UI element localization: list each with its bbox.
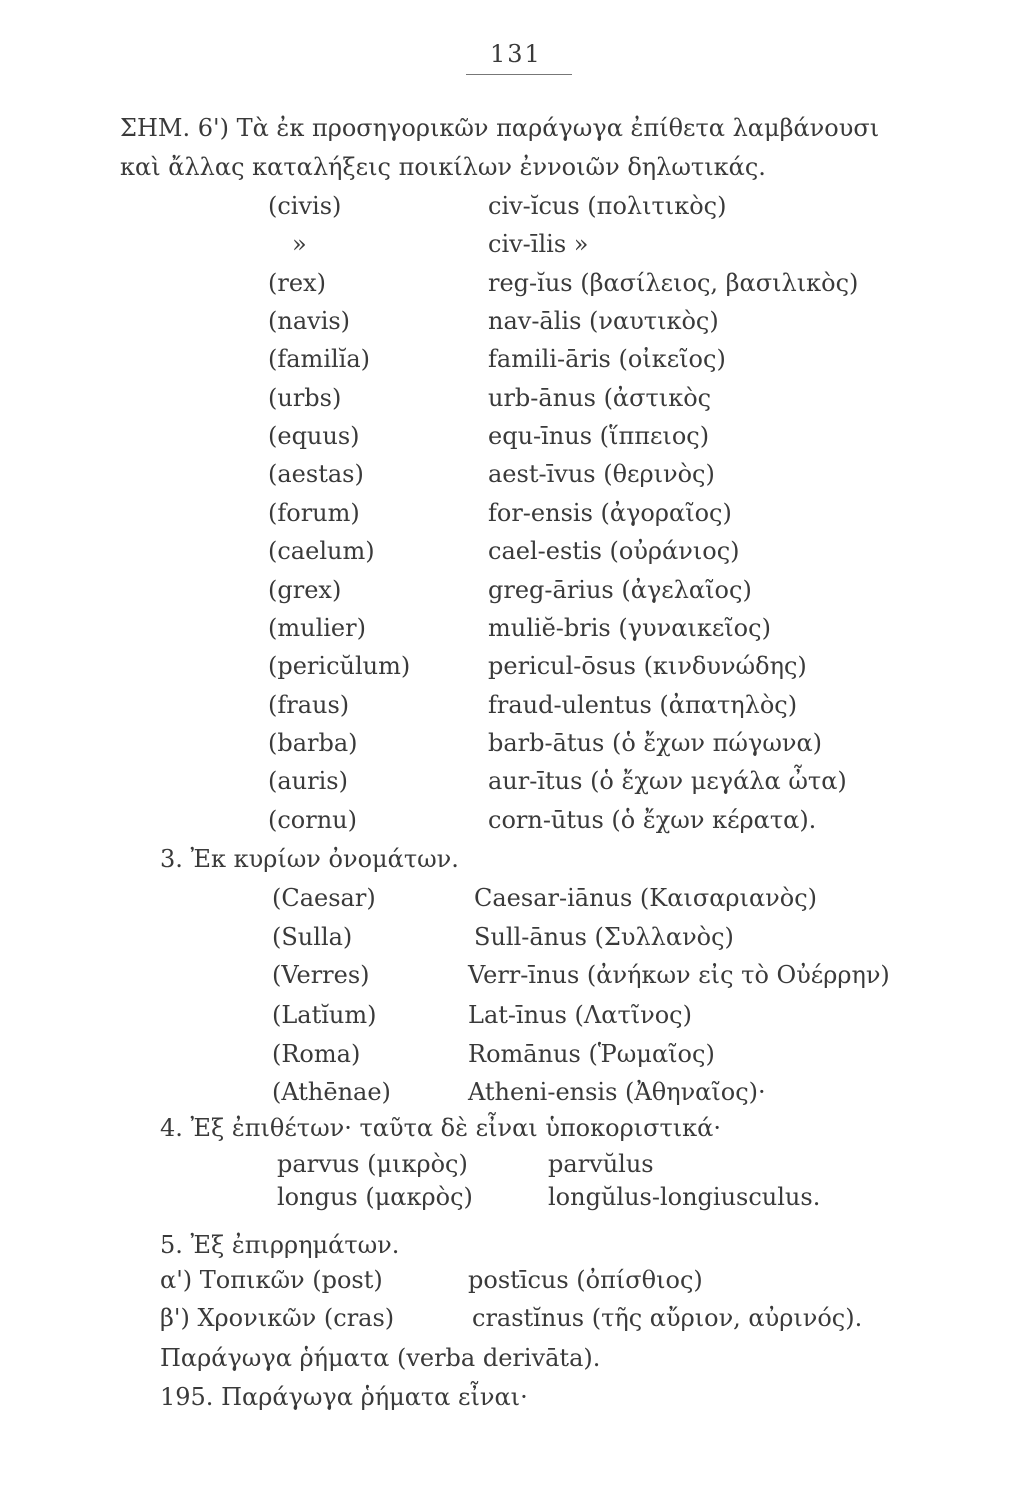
section-3-heading: 3. Ἐκ κυρίων ὀνομάτων.: [160, 845, 459, 873]
noun-navis: (navis): [268, 307, 351, 335]
noun-periculum: (pericŭlum): [268, 652, 411, 680]
noun-rex: (rex): [268, 269, 326, 297]
section-195-heading: 195. Παράγωγα ῥήματα εἶναι·: [160, 1383, 528, 1411]
noun-auris: (auris): [268, 767, 348, 795]
noun-caesar: (Caesar): [272, 884, 376, 912]
derived-civicus: civ-ĭcus (πολιτικὸς): [488, 192, 727, 220]
note-line-1: ΣΗΜ. 6') Τὰ ἐκ προσηγορικῶν παράγωγα ἐπίθετα λαμβάνουσι: [120, 114, 880, 142]
section-5-heading: 5. Ἐξ ἐπιρρημάτων.: [160, 1231, 400, 1259]
noun-mulier: (mulier): [268, 614, 366, 642]
derived-caesarianus: Caesar-iānus (Καισαριανὸς): [474, 884, 817, 912]
derived-familiaris: famili-āris (οἰκεῖος): [488, 345, 726, 373]
derived-crastinus: crastĭnus (τῆς αὔριον, αὐρινός).: [472, 1304, 863, 1332]
noun-aestas: (aestas): [268, 460, 364, 488]
noun-forum: (forum): [268, 499, 360, 527]
derived-muliebris: muliĕ-bris (γυναικεῖος): [488, 614, 771, 642]
derived-equinus: equ-īnus (ἵππειος): [488, 422, 710, 450]
noun-urbs: (urbs): [268, 384, 342, 412]
derived-gregarius: greg-ārius (ἀγελαῖος): [488, 576, 752, 604]
derived-civilis: civ-īlis »: [488, 230, 589, 258]
noun-verres: (Verres): [272, 961, 370, 989]
verbs-heading: Παράγωγα ῥήματα (verba derivāta).: [160, 1344, 601, 1372]
derived-latinus: Lat-īnus (Λατῖνος): [468, 1001, 692, 1029]
noun-civis: (civis): [268, 192, 342, 220]
noun-fraus: (fraus): [268, 691, 350, 719]
adj-longus: longus (μακρὸς): [277, 1183, 473, 1211]
noun-caelum: (caelum): [268, 537, 375, 565]
derived-romanus: Romānus (Ῥωμαῖος): [468, 1040, 715, 1068]
derived-aestivus: aest-īvus (θερινὸς): [488, 460, 715, 488]
derived-verrinus: Verr-īnus (ἀνήκων εἰς τὸ Οὐέρρην): [468, 961, 890, 989]
page-number: 131: [490, 40, 542, 68]
adverb-local: α') Τοπικῶν (post): [160, 1266, 383, 1294]
derived-regius: reg-ĭus (βασίλειος, βασιλικὸς): [488, 269, 859, 297]
derived-cornutus: corn-ūtus (ὁ ἔχων κέρατα).: [488, 806, 817, 834]
derived-sullanus: Sull-ānus (Συλλανὸς): [474, 923, 734, 951]
header-rule: [466, 74, 572, 75]
derived-auritus: aur-ītus (ὁ ἔχων μεγάλα ὦτα): [488, 767, 847, 795]
noun-sulla: (Sulla): [272, 923, 353, 951]
derived-posticus: postīcus (ὀπίσθιος): [468, 1266, 703, 1294]
noun-latium: (Latĭum): [272, 1001, 377, 1029]
derived-navalis: nav-ālis (ναυτικὸς): [488, 307, 719, 335]
note-line-2: καὶ ἄλλας καταλήξεις ποικίλων ἐννοιῶν δηλωτικάς.: [120, 153, 766, 181]
noun-familia: (familĭa): [268, 345, 371, 373]
noun-roma: (Roma): [272, 1040, 361, 1068]
noun-equus: (equus): [268, 422, 360, 450]
derived-caelestis: cael-estis (οὐράνιος): [488, 537, 740, 565]
dim-parvulus: parvŭlus: [548, 1150, 654, 1178]
derived-forensis: for-ensis (ἀγοραῖος): [488, 499, 732, 527]
derived-barbatus: barb-ātus (ὁ ἔχων πώγωνα): [488, 729, 823, 757]
derived-periculosus: pericul-ōsus (κινδυνώδης): [488, 652, 807, 680]
adj-parvus: parvus (μικρὸς): [277, 1150, 468, 1178]
adverb-temporal: β') Χρονικῶν (cras): [160, 1304, 395, 1332]
dim-longulus: longŭlus-longiusculus.: [548, 1183, 821, 1211]
section-4-heading: 4. Ἐξ ἐπιθέτων· ταῦτα δὲ εἶναι ὑποκοριστικά·: [160, 1114, 721, 1142]
noun-barba: (barba): [268, 729, 358, 757]
noun-athenae: (Athēnae): [272, 1078, 391, 1106]
derived-atheniensis: Atheni-ensis (Ἀθηναῖος)·: [468, 1078, 766, 1106]
noun-ditto: »: [292, 230, 307, 258]
noun-grex: (grex): [268, 576, 342, 604]
derived-fraudulentus: fraud-ulentus (ἀπατηλὸς): [488, 691, 798, 719]
noun-cornu: (cornu): [268, 806, 358, 834]
derived-urbanus: urb-ānus (ἀστικὸς: [488, 384, 712, 412]
